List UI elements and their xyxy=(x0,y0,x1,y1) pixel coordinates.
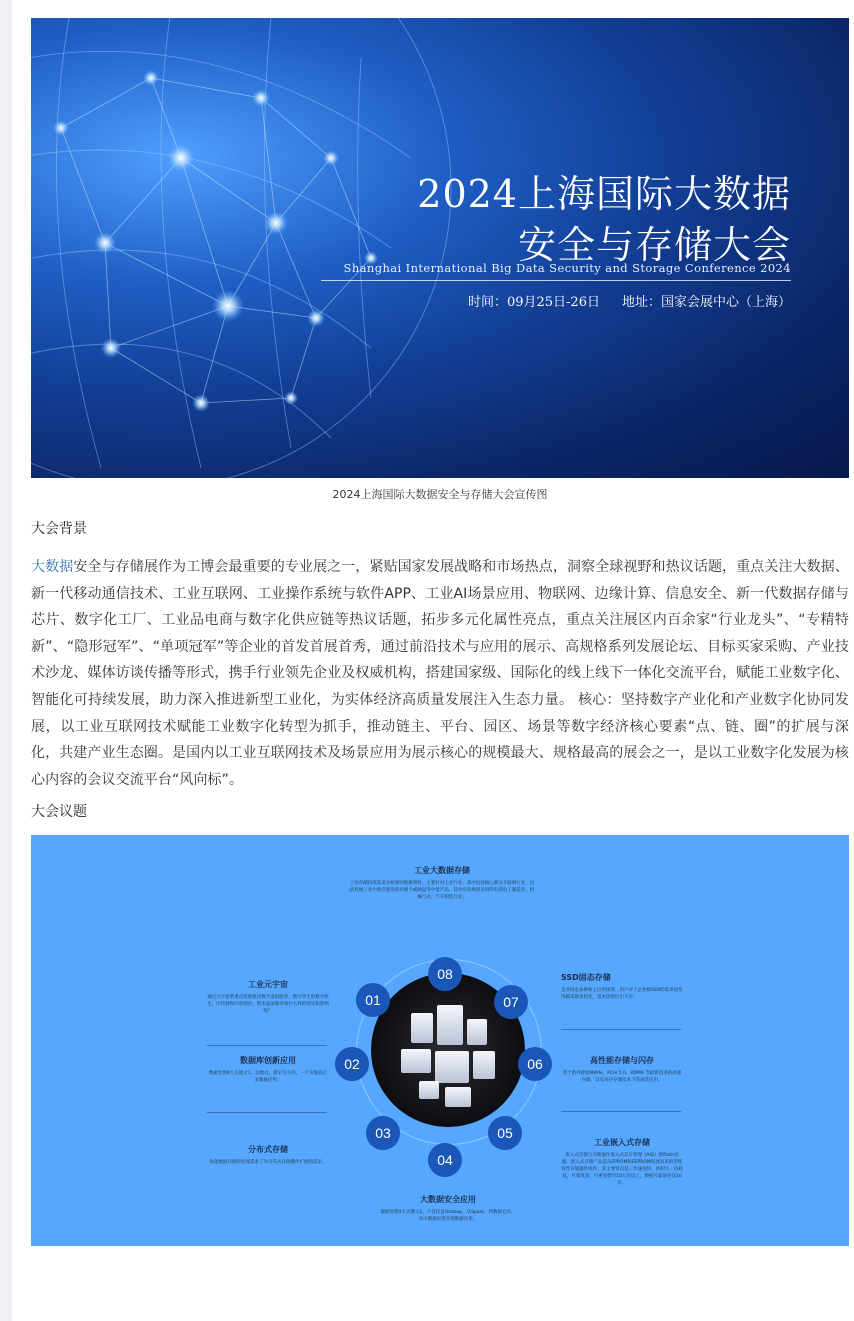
topic-distributed-storage xyxy=(207,1144,329,1166)
topic-description: 海量数据存储和处理需求了对分布式存储操作扩展的需求。 xyxy=(209,1160,327,1166)
topic-industrial-embedded-storage xyxy=(561,1137,683,1187)
topic-title: 数据库创新应用 xyxy=(240,1056,296,1066)
topic-number-05: 05 xyxy=(488,1116,522,1150)
topic-database-innovation xyxy=(207,1055,329,1084)
topic-divider xyxy=(207,1112,327,1113)
big-data-link[interactable]: 大数据 xyxy=(31,559,74,575)
topic-description: 基于新外接收NVMe、PCIe 5.0、RDMA 等最新技术的高速存储，以及闪存存储技术下的场景应用。 xyxy=(562,1071,682,1084)
topic-industrial-metaverse xyxy=(207,979,329,1015)
section-title-background: 大会背景 xyxy=(31,521,87,537)
topic-description: 数据处理4大关键之1，以数仓，最早为方向，一个实现真正多数据应用。 xyxy=(208,1071,328,1084)
topic-title: 工业元宇宙 xyxy=(248,980,288,990)
banner-divider xyxy=(321,280,791,281)
topic-number-06: 06 xyxy=(518,1047,552,1081)
topic-description: 数据处理4大关键之2，不仅仅是Hadoop、从Spark、到数据仓库，每大数据应用实现数据应用。 xyxy=(380,1210,516,1223)
conference-topics-diagram xyxy=(31,835,849,1246)
topic-description: 是对固态多种和主应用场景，用户对于企业级SSD的需求也变得越来越多样化，技术创新层出不穷。 xyxy=(561,988,683,1001)
topic-description: 嵌入式存储与存储器件嵌入式芯片管理（AIG）的flash存储，嵌入式存储产品是从EPROM和EEPROM发展而来的非挥发性存储器件组件，其主要特点是工作速度快，体积小，功耗低，可靠度高，可重复擦写10万次以上，数据可靠保存达10年。 xyxy=(561,1153,683,1187)
topic-title: 大数据安全应用 xyxy=(420,1195,476,1205)
topic-industrial-big-data-storage xyxy=(349,865,535,901)
topic-number-03: 03 xyxy=(366,1116,400,1150)
topic-title: 分布式存储 xyxy=(248,1145,288,1155)
topic-number-02: 02 xyxy=(335,1047,369,1081)
article-content xyxy=(31,18,849,1246)
topic-title: 工业大数据存储 xyxy=(414,866,470,876)
topic-title: 工业嵌入式存储 xyxy=(594,1138,650,1148)
background-paragraph xyxy=(31,554,849,793)
topic-divider xyxy=(207,1045,327,1046)
section-title-topics: 大会议题 xyxy=(31,804,87,821)
topic-number-07: 07 xyxy=(494,985,528,1019)
conference-banner-image xyxy=(31,18,849,478)
banner-time: 时间：09月25日-26日 xyxy=(467,295,600,310)
image-caption: 2024上海国际大数据安全与存储大会宣传图 xyxy=(332,488,548,501)
banner-event-info xyxy=(468,291,791,310)
banner-venue: 地址：国家会展中心（上海） xyxy=(621,295,791,310)
topic-description: 工业存储持续需求分析细则数据事件，主要针对工业行业，其中包括核心部分互联网行业，包括机械工业中重点使用的存储卡或硬盘等中低产品，其中应用场景采用的有嵌电子制造业，机械行业，汽车制造行业。 xyxy=(349,881,535,901)
topic-number-01: 01 xyxy=(356,983,390,1017)
topic-divider xyxy=(561,1111,681,1112)
topic-title: 高性能存储与闪存 xyxy=(590,1056,654,1066)
banner-title-line1: 2024上海国际大数据 xyxy=(417,172,791,216)
topic-title: SSD固态存储 xyxy=(561,973,611,983)
topic-ssd-storage xyxy=(561,972,683,1001)
topic-high-performance-storage xyxy=(561,1055,683,1084)
banner-subtitle-english: Shanghai International Big Data Security and Storage Conference 2024 xyxy=(343,261,791,275)
topic-number-04: 04 xyxy=(428,1143,462,1177)
banner-title-line2: 安全与存储大会 xyxy=(517,223,791,267)
page-left-gutter xyxy=(0,0,12,1321)
topic-big-data-security xyxy=(379,1194,517,1223)
topic-divider xyxy=(561,1029,681,1030)
topic-description: 通过元宇宙的重点发展推动数字虚拟服务，数字孪生和数字原生，区块链和内容创作，带来虚拟服务场什么样的现实和算例呢？ xyxy=(207,995,329,1015)
background-paragraph-text: 安全与存储展作为工博会最重要的专业展之一，紧贴国家发展战略和市场热点，洞察全球视野和热议话题，重点关注大数据、新一代移动通信技术、工业互联网、工业操作系统与软件APP、工业AI场景应用、物联网、边缘计算、信息安全、新一代数据存储与芯片、数字化工厂、工业品电商与数字化供应链等热议话题，拓步多元化属性亮点，重点关注展区内百余家“行业龙头”、“专精特新”、“隐形冠军”、“单项冠军”等企业的首发首展首秀，通过前沿技术与应用的展示、高规格系列发展论坛、目标买家采购、产业技术沙龙、媒体访谈传播等形式，携手行业领先企业及权威机构，搭建国家级、国际化的线上线下一体化交流平台，赋能工业数字化、智能化可持续发展，助力深入推进新型工业化，为实体经济高质量发展注入生态力量。 核心：坚持数字产业化和产业数字化协同发展，以工业互联网技术赋能工业数字化转型为抓手，推动链主、平台、园区、场景等数字经济核心要素“点、链、圈”的扩展与深化，共建产业生态圈。是国内以工业互联网技术及场景应用为展示核心的规模最大、规格最高的展会之一，是以工业数字化发展为核心内容的会议交流平台“风向标”。 xyxy=(31,559,849,788)
topic-number-08: 08 xyxy=(428,957,462,991)
